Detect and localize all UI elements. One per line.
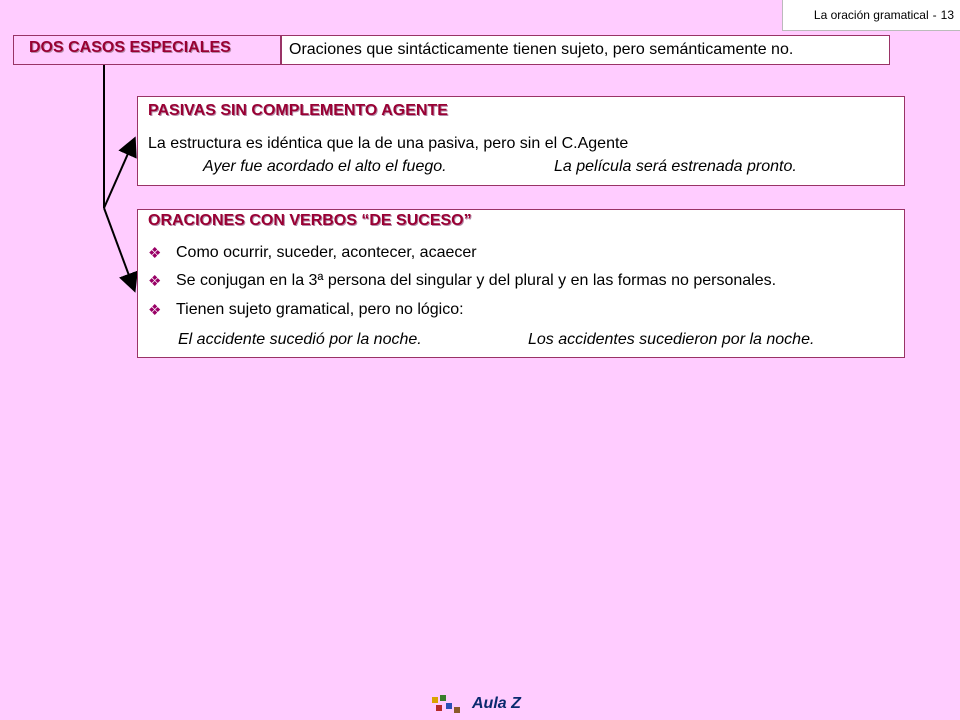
page-number: 13 [940,8,954,22]
aula-z-logo [430,690,530,718]
arrow-to-section2 [104,208,134,289]
blocks-icon [430,693,466,715]
section1-example-b: La película será estrenada pronto. [554,158,797,175]
intro-title: DOS CASOS ESPECIALES [13,35,281,65]
bullet-text: Tienen sujeto gramatical, pero no lógico: [176,301,464,318]
section1-title: PASIVAS SIN COMPLEMENTO AGENTE [148,102,448,119]
diamond-bullet-icon: ❖ [148,273,162,290]
section-event-verbs [137,209,905,358]
diamond-bullet-icon: ❖ [148,245,162,262]
arrow-to-section1 [104,140,134,208]
section2-example-a: El accidente sucedió por la noche. [178,331,422,348]
slide-title: La oración gramatical [813,8,929,22]
bullet-item [148,272,776,290]
diamond-bullet-icon: ❖ [148,302,162,319]
section1-example-a: Ayer fue acordado el alto el fuego. [203,158,447,175]
section1-text: La estructura es idéntica que la de una pasiva, pero sin el C.Agente [148,135,629,152]
section2-example-b: Los accidentes sucedieron por la noche. [528,331,815,348]
bullet-text: Se conjugan en la 3ª persona del singular y del plural y en las formas no personales. [176,272,777,289]
section2-title: ORACIONES CON VERBOS “DE SUCESO” [148,212,472,229]
section-passive [137,96,905,186]
bullet-item [148,301,464,319]
logo-text: Aula Z [472,695,521,712]
intro-description: Oraciones que sintácticamente tienen sujeto, pero semánticamente no. [281,35,890,65]
bullet-item [148,244,477,262]
header-separator: - [932,8,937,22]
bullet-text: Como ocurrir, suceder, acontecer, acaecer [176,244,477,261]
